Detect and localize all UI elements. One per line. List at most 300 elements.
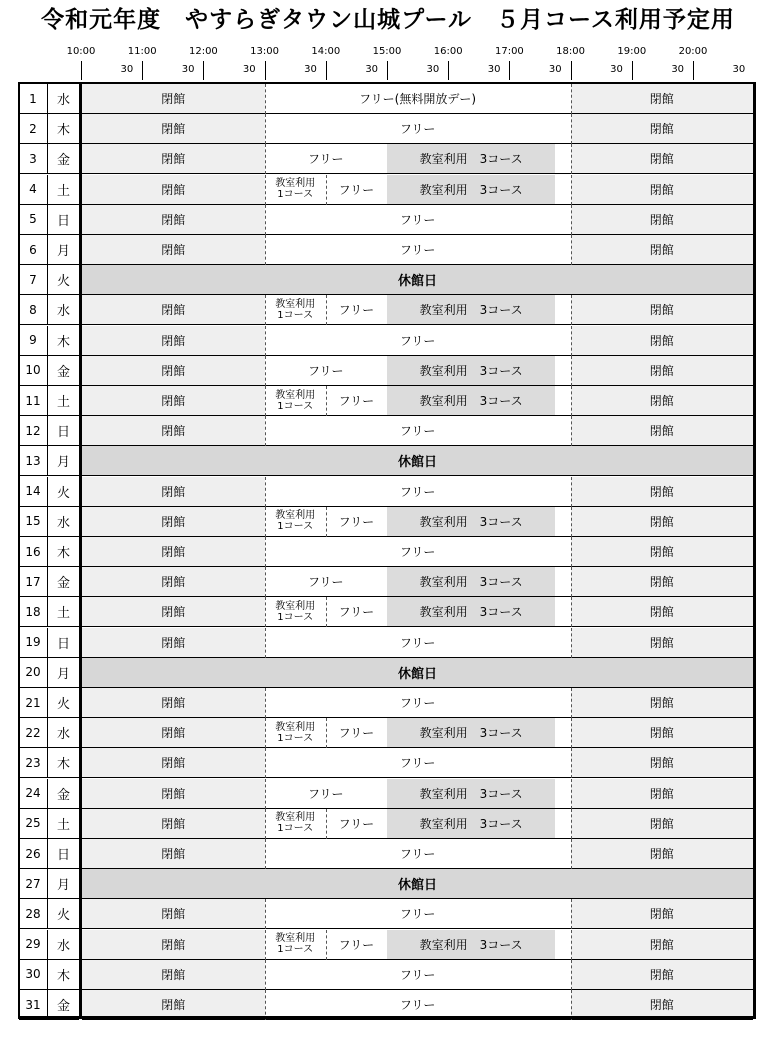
closed-evening-cell: 閉館: [571, 416, 753, 446]
time-divider: [326, 597, 327, 627]
closed-morning-cell: 閉館: [82, 899, 265, 929]
schedule-row: [18, 688, 756, 718]
closed-morning-cell: 閉館: [82, 295, 265, 325]
free-swim-cell: フリー: [265, 114, 571, 144]
time-divider: [265, 416, 266, 446]
lesson-label-line2: 1コース: [277, 309, 314, 321]
lesson-3course-cell: 教室利用 3コース: [387, 175, 555, 205]
closed-evening-cell: 閉館: [571, 718, 753, 748]
lesson-3course-cell: 教室利用 3コース: [387, 718, 555, 748]
closed-evening-cell: 閉館: [571, 84, 753, 114]
time-divider: [265, 537, 266, 567]
weekday-cell: 火: [48, 688, 79, 718]
closed-evening-cell: 閉館: [571, 144, 753, 174]
time-divider: [571, 144, 572, 174]
closed-evening-cell: 閉館: [571, 235, 753, 265]
weekday-cell: 金: [48, 567, 79, 597]
closed-evening-cell: 閉館: [571, 779, 753, 809]
closed-morning-cell: 閉館: [82, 688, 265, 718]
lesson-label-line2: 1コース: [277, 732, 314, 744]
weekday-cell: 金: [48, 779, 79, 809]
schedule-row: [18, 114, 756, 144]
free-gap-cell: [555, 507, 570, 537]
closed-morning-cell: 閉館: [82, 175, 265, 205]
time-divider: [571, 960, 572, 990]
time-divider: [265, 718, 266, 748]
closed-morning-cell: 閉館: [82, 839, 265, 869]
free-gap-cell: [555, 809, 570, 839]
time-divider: [265, 567, 266, 597]
free-gap-cell: [555, 718, 570, 748]
date-cell: 15: [19, 507, 48, 537]
lesson-3course-cell: 教室利用 3コース: [387, 507, 555, 537]
hour-label: 10:00: [66, 46, 96, 57]
free-swim-cell: フリー: [265, 960, 571, 990]
weekday-cell: 水: [48, 295, 79, 325]
free-open-day-cell: フリー(無料開放デー): [265, 84, 571, 114]
lesson-3course-cell: 教室利用 3コース: [387, 356, 555, 386]
hour-label: 19:00: [617, 46, 647, 57]
hour-tick: [265, 61, 266, 80]
lesson-label-line2: 1コース: [277, 823, 314, 835]
time-divider: [571, 567, 572, 597]
closed-morning-cell: 閉館: [82, 809, 265, 839]
free-swim-cell: フリー: [265, 779, 387, 809]
time-divider: [326, 295, 327, 325]
half-hour-label: 30: [732, 64, 746, 75]
closed-morning-cell: 閉館: [82, 144, 265, 174]
time-divider: [265, 507, 266, 537]
date-cell: 22: [19, 718, 48, 748]
free-swim-cell: フリー: [265, 477, 571, 507]
weekday-cell: 日: [48, 839, 79, 869]
time-divider: [571, 839, 572, 869]
closed-evening-cell: 閉館: [571, 748, 753, 778]
closed-evening-cell: 閉館: [571, 175, 753, 205]
time-divider: [571, 930, 572, 960]
free-gap-cell: [555, 779, 570, 809]
time-divider: [265, 175, 266, 205]
closed-evening-cell: 閉館: [571, 477, 753, 507]
lesson-3course-cell: 教室利用 3コース: [387, 295, 555, 325]
lesson-label-line2: 1コース: [277, 189, 314, 201]
time-divider: [571, 899, 572, 929]
closed-evening-cell: 閉館: [571, 688, 753, 718]
free-swim-cell: フリー: [265, 748, 571, 778]
hour-label: 17:00: [494, 46, 524, 57]
lesson-3course-cell: 教室利用 3コース: [387, 809, 555, 839]
time-divider: [326, 175, 327, 205]
date-cell: 17: [19, 567, 48, 597]
date-cell: 23: [19, 748, 48, 778]
lesson-label-line1: 教室利用: [275, 600, 316, 612]
closed-evening-cell: 閉館: [571, 567, 753, 597]
time-axis: [0, 44, 776, 82]
weekday-cell: 土: [48, 386, 79, 416]
free-swim-cell: フリー: [326, 597, 387, 627]
weekday-cell: 火: [48, 477, 79, 507]
closed-evening-cell: 閉館: [571, 960, 753, 990]
hour-label: 15:00: [372, 46, 402, 57]
lesson-label-line2: 1コース: [277, 521, 314, 533]
hour-tick: [693, 61, 694, 80]
weekday-cell: 木: [48, 537, 79, 567]
hour-label: 18:00: [556, 46, 585, 57]
hour-tick: [203, 61, 204, 80]
time-divider: [571, 386, 572, 416]
time-divider: [571, 326, 572, 356]
weekday-cell: 木: [48, 326, 79, 356]
time-divider: [265, 235, 266, 265]
weekday-cell: 水: [48, 507, 79, 537]
hour-label: 13:00: [250, 46, 279, 57]
free-swim-cell: フリー: [265, 990, 571, 1020]
weekday-cell: 月: [48, 869, 79, 899]
half-hour-label: 30: [426, 64, 440, 75]
lesson-3course-cell: 教室利用 3コース: [387, 930, 555, 960]
closed-morning-cell: 閉館: [82, 990, 265, 1020]
schedule-row: [18, 809, 756, 839]
time-divider: [571, 175, 572, 205]
hour-tick: [326, 61, 327, 80]
closed-morning-cell: 閉館: [82, 326, 265, 356]
date-cell: 18: [19, 597, 48, 627]
weekday-cell: 土: [48, 809, 79, 839]
schedule-row: [18, 567, 756, 597]
date-cell: 10: [19, 356, 48, 386]
date-cell: 19: [19, 628, 48, 658]
schedule-row: [18, 235, 756, 265]
schedule-row: [18, 144, 756, 174]
weekday-cell: 金: [48, 990, 79, 1020]
time-divider: [571, 628, 572, 658]
closed-morning-cell: 閉館: [82, 718, 265, 748]
closed-morning-cell: 閉館: [82, 748, 265, 778]
hour-label: 20:00: [678, 46, 708, 57]
date-cell: 7: [19, 265, 48, 295]
half-hour-label: 30: [548, 64, 562, 75]
half-hour-label: 30: [671, 64, 685, 75]
free-gap-cell: [555, 386, 570, 416]
closed-morning-cell: 閉館: [82, 114, 265, 144]
time-divider: [265, 84, 266, 114]
schedule-row: [18, 839, 756, 869]
date-cell: 3: [19, 144, 48, 174]
time-divider: [571, 809, 572, 839]
lesson-3course-cell: 教室利用 3コース: [387, 144, 555, 174]
free-gap-cell: [555, 144, 570, 174]
date-cell: 1: [19, 84, 48, 114]
hour-tick: [632, 61, 633, 80]
lesson-label-line2: 1コース: [277, 400, 314, 412]
free-swim-cell: フリー: [265, 356, 387, 386]
free-gap-cell: [555, 567, 570, 597]
hour-tick: [448, 61, 449, 80]
date-cell: 11: [19, 386, 48, 416]
free-swim-cell: フリー: [326, 718, 387, 748]
date-cell: 27: [19, 869, 48, 899]
closed-morning-cell: 閉館: [82, 477, 265, 507]
time-divider: [326, 507, 327, 537]
half-hour-label: 30: [487, 64, 501, 75]
time-divider: [265, 930, 266, 960]
schedule-row: [18, 628, 756, 658]
weekday-cell: 木: [48, 960, 79, 990]
time-divider: [326, 718, 327, 748]
closed-morning-cell: 閉館: [82, 567, 265, 597]
schedule-row: [18, 175, 756, 205]
time-divider: [265, 326, 266, 356]
hour-tick: [81, 61, 82, 80]
schedule-row: [18, 930, 756, 960]
schedule-row: [18, 597, 756, 627]
date-cell: 2: [19, 114, 48, 144]
weekday-cell: 土: [48, 597, 79, 627]
time-divider: [265, 809, 266, 839]
schedule-row: [18, 356, 756, 386]
free-swim-cell: フリー: [265, 537, 571, 567]
free-swim-cell: フリー: [265, 688, 571, 718]
holiday-cell: 休館日: [82, 869, 753, 899]
date-cell: 9: [19, 326, 48, 356]
free-swim-cell: フリー: [326, 507, 387, 537]
date-column-separator: [79, 82, 82, 1019]
closed-evening-cell: 閉館: [571, 326, 753, 356]
closed-morning-cell: 閉館: [82, 235, 265, 265]
date-cell: 29: [19, 930, 48, 960]
weekday-cell: 日: [48, 416, 79, 446]
schedule-row: [18, 748, 756, 778]
lesson-1course-cell: [265, 597, 326, 627]
lesson-label-line1: 教室利用: [275, 298, 316, 310]
time-divider: [265, 597, 266, 627]
free-gap-cell: [555, 175, 570, 205]
date-cell: 14: [19, 477, 48, 507]
time-divider: [265, 114, 266, 144]
lesson-1course-cell: [265, 930, 326, 960]
weekday-cell: 月: [48, 235, 79, 265]
schedule-row: [18, 295, 756, 325]
time-divider: [326, 809, 327, 839]
schedule-row: [18, 718, 756, 748]
weekday-cell: 日: [48, 205, 79, 235]
table-border-bottom: [18, 1016, 756, 1019]
lesson-1course-cell: [265, 386, 326, 416]
schedule-row: [18, 869, 756, 899]
time-divider: [571, 718, 572, 748]
time-divider: [571, 597, 572, 627]
hour-label: 16:00: [433, 46, 463, 57]
schedule-row: [18, 658, 756, 688]
free-swim-cell: フリー: [326, 175, 387, 205]
lesson-3course-cell: 教室利用 3コース: [387, 597, 555, 627]
closed-evening-cell: 閉館: [571, 597, 753, 627]
schedule-row: [18, 386, 756, 416]
date-cell: 16: [19, 537, 48, 567]
hour-label: 11:00: [127, 46, 157, 57]
weekday-cell: 水: [48, 84, 79, 114]
table-border-right: [753, 82, 756, 1019]
holiday-cell: 休館日: [82, 446, 753, 476]
free-swim-cell: フリー: [265, 567, 387, 597]
weekday-cell: 金: [48, 144, 79, 174]
lesson-label-line2: 1コース: [277, 944, 314, 956]
time-divider: [265, 356, 266, 386]
schedule-row: [18, 84, 756, 114]
date-cell: 13: [19, 446, 48, 476]
schedule-row: [18, 446, 756, 476]
schedule-row: [18, 416, 756, 446]
free-swim-cell: フリー: [326, 295, 387, 325]
time-divider: [571, 295, 572, 325]
time-divider: [571, 205, 572, 235]
hour-tick: [509, 61, 510, 80]
date-cell: 12: [19, 416, 48, 446]
schedule-table: [18, 82, 756, 1019]
time-divider: [571, 235, 572, 265]
lesson-1course-cell: [265, 718, 326, 748]
schedule-row: [18, 779, 756, 809]
schedule-row: [18, 477, 756, 507]
weekday-cell: 日: [48, 628, 79, 658]
free-swim-cell: フリー: [265, 326, 571, 356]
closed-evening-cell: 閉館: [571, 537, 753, 567]
hour-tick: [571, 61, 572, 80]
closed-evening-cell: 閉館: [571, 990, 753, 1020]
lesson-label-line1: 教室利用: [275, 812, 316, 824]
holiday-cell: 休館日: [82, 658, 753, 688]
time-divider: [571, 507, 572, 537]
free-swim-cell: フリー: [265, 628, 571, 658]
closed-morning-cell: 閉館: [82, 507, 265, 537]
closed-evening-cell: 閉館: [571, 839, 753, 869]
weekday-cell: 金: [48, 356, 79, 386]
date-cell: 5: [19, 205, 48, 235]
schedule-row: [18, 326, 756, 356]
date-cell: 26: [19, 839, 48, 869]
time-divider: [571, 477, 572, 507]
weekday-cell: 木: [48, 748, 79, 778]
time-divider: [265, 144, 266, 174]
free-swim-cell: フリー: [326, 930, 387, 960]
time-divider: [265, 960, 266, 990]
time-divider: [571, 416, 572, 446]
hour-label: 14:00: [311, 46, 341, 57]
lesson-3course-cell: 教室利用 3コース: [387, 386, 555, 416]
time-divider: [326, 930, 327, 960]
free-gap-cell: [555, 295, 570, 325]
closed-morning-cell: 閉館: [82, 597, 265, 627]
schedule-row: [18, 205, 756, 235]
free-gap-cell: [555, 930, 570, 960]
time-divider: [571, 537, 572, 567]
schedule-row: [18, 960, 756, 990]
lesson-label-line2: 1コース: [277, 611, 314, 623]
closed-morning-cell: 閉館: [82, 628, 265, 658]
page-title: 令和元年度 やすらぎタウン山城プール ５月コース利用予定用: [41, 7, 735, 33]
lesson-1course-cell: [265, 507, 326, 537]
free-gap-cell: [555, 356, 570, 386]
closed-morning-cell: 閉館: [82, 84, 265, 114]
lesson-1course-cell: [265, 175, 326, 205]
lesson-label-line1: 教室利用: [275, 721, 316, 733]
time-divider: [265, 477, 266, 507]
closed-evening-cell: 閉館: [571, 114, 753, 144]
time-divider: [265, 779, 266, 809]
weekday-cell: 火: [48, 899, 79, 929]
closed-morning-cell: 閉館: [82, 416, 265, 446]
time-divider: [265, 839, 266, 869]
closed-morning-cell: 閉館: [82, 205, 265, 235]
free-swim-cell: フリー: [265, 899, 571, 929]
half-hour-label: 30: [242, 64, 256, 75]
time-divider: [265, 295, 266, 325]
free-swim-cell: フリー: [265, 839, 571, 869]
date-cell: 6: [19, 235, 48, 265]
schedule-row: [18, 899, 756, 929]
date-cell: 21: [19, 688, 48, 718]
free-swim-cell: フリー: [265, 416, 571, 446]
closed-evening-cell: 閉館: [571, 356, 753, 386]
closed-morning-cell: 閉館: [82, 537, 265, 567]
date-cell: 4: [19, 175, 48, 205]
half-hour-label: 30: [120, 64, 134, 75]
free-swim-cell: フリー: [265, 235, 571, 265]
closed-evening-cell: 閉館: [571, 507, 753, 537]
time-divider: [265, 205, 266, 235]
holiday-cell: 休館日: [82, 265, 753, 295]
half-hour-label: 30: [365, 64, 379, 75]
date-cell: 30: [19, 960, 48, 990]
free-swim-cell: フリー: [265, 205, 571, 235]
table-border-left: [18, 82, 20, 1019]
table-border-top: [18, 82, 756, 84]
hour-tick: [387, 61, 388, 80]
weekday-cell: 水: [48, 718, 79, 748]
date-cell: 20: [19, 658, 48, 688]
time-divider: [571, 748, 572, 778]
hour-tick: [142, 61, 143, 80]
weekday-cell: 火: [48, 265, 79, 295]
lesson-label-line1: 教室利用: [275, 389, 316, 401]
free-swim-cell: フリー: [265, 144, 387, 174]
time-divider: [265, 386, 266, 416]
lesson-3course-cell: 教室利用 3コース: [387, 779, 555, 809]
weekday-cell: 月: [48, 446, 79, 476]
lesson-label-line1: 教室利用: [275, 178, 316, 190]
closed-morning-cell: 閉館: [82, 356, 265, 386]
time-divider: [571, 688, 572, 718]
closed-evening-cell: 閉館: [571, 809, 753, 839]
time-divider: [571, 114, 572, 144]
closed-morning-cell: 閉館: [82, 960, 265, 990]
time-divider: [265, 688, 266, 718]
closed-evening-cell: 閉館: [571, 205, 753, 235]
time-divider: [571, 84, 572, 114]
free-gap-cell: [555, 597, 570, 627]
closed-evening-cell: 閉館: [571, 386, 753, 416]
time-divider: [265, 899, 266, 929]
schedule-row: [18, 507, 756, 537]
time-divider: [326, 386, 327, 416]
time-divider: [265, 628, 266, 658]
lesson-1course-cell: [265, 809, 326, 839]
closed-morning-cell: 閉館: [82, 930, 265, 960]
schedule-row: [18, 265, 756, 295]
time-divider: [571, 779, 572, 809]
free-swim-cell: フリー: [326, 386, 387, 416]
half-hour-label: 30: [610, 64, 623, 75]
